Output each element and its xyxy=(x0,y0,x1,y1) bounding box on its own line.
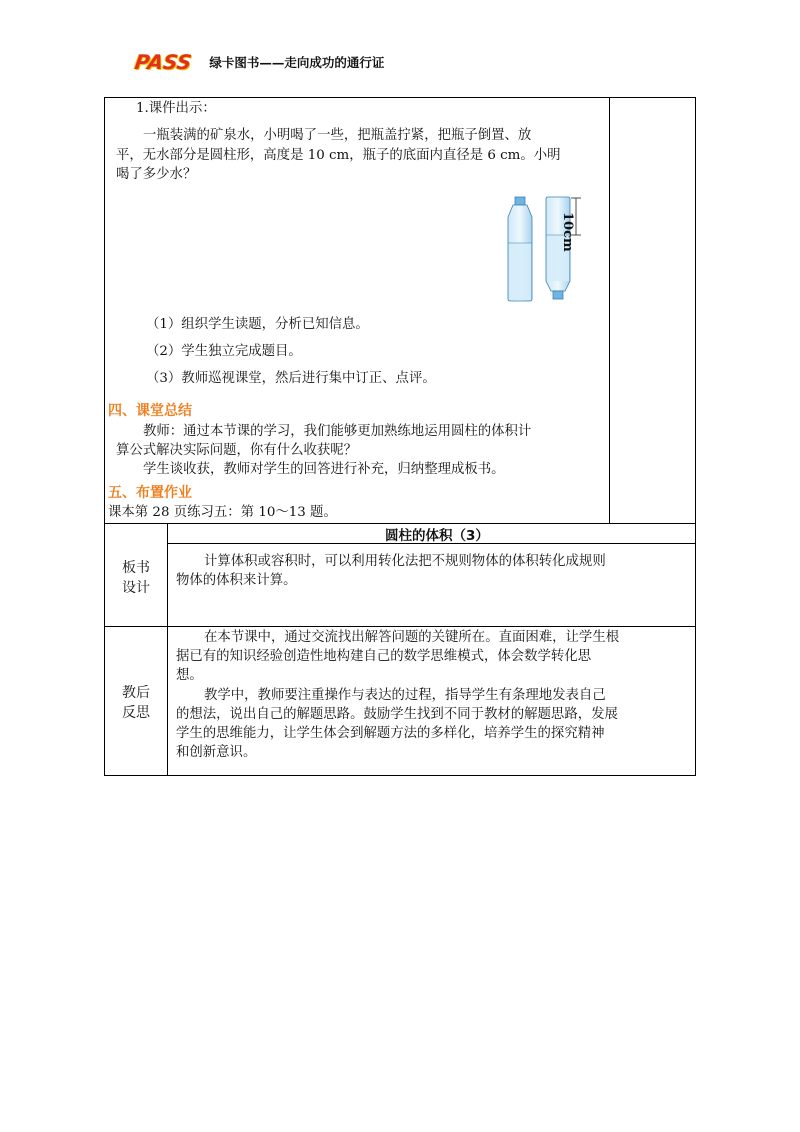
reflection-label-line: 反思 xyxy=(122,705,150,721)
table-divider xyxy=(167,523,168,776)
homework-text: 课本第 28 页练习五：第 10～13 题。 xyxy=(108,505,337,520)
summary-line: 教师：通过本节课的学习，我们能够更加熟练地运用圆柱的体积计 xyxy=(143,424,532,439)
problem-line: 平，无水部分是圆柱形，高度是 10 cm，瓶子的底面内直径是 6 cm。小明 xyxy=(116,148,561,163)
section-5-title: 五、布置作业 xyxy=(108,485,192,501)
board-label-line: 板书 xyxy=(122,560,150,576)
summary-line: 算公式解决实际问题，你有什么收获呢？ xyxy=(116,443,358,458)
board-content: 计算体积或容积时，可以利用转化法把不规则物体的体积转化成规则 xyxy=(204,554,606,569)
reflection-text: 教学中，教师要注重操作与表达的过程，指导学生有条理地发表自己 xyxy=(204,688,606,703)
section-4-title: 四、课堂总结 xyxy=(108,403,192,419)
step-1: （1）组织学生读题，分析已知信息。 xyxy=(146,317,369,332)
reflection-label-line: 教后 xyxy=(122,685,150,701)
board-content: 物体的体积来计算。 xyxy=(176,573,297,588)
step-2: （2）学生独立完成题目。 xyxy=(146,344,302,359)
board-label xyxy=(105,558,167,598)
table-divider xyxy=(609,97,610,524)
bottle-figure xyxy=(505,195,605,305)
step-3: （3）教师巡视课堂，然后进行集中订正、点评。 xyxy=(146,371,436,386)
reflection-label xyxy=(105,683,167,723)
reflection-text: 的想法，说出自己的解题思路。鼓励学生找到不同于教材的解题思路，发展 xyxy=(176,707,618,722)
reflection-text: 据已有的知识经验创造性地构建自己的数学思维模式，体会数学转化思 xyxy=(176,649,592,664)
page-header xyxy=(135,49,384,75)
problem-line: 喝了多少水？ xyxy=(116,167,197,182)
board-label-line: 设计 xyxy=(122,580,150,596)
reflection-text: 学生的思维能力，让学生体会到解题方法的多样化，培养学生的探究精神 xyxy=(176,726,605,741)
item-1: 1.课件出示： xyxy=(136,101,216,116)
summary-line: 学生谈收获，教师对学生的回答进行补充，归纳整理成板书。 xyxy=(143,462,505,477)
table-divider xyxy=(104,626,696,627)
problem-line: 一瓶装满的矿泉水，小明喝了一些，把瓶盖拧紧，把瓶子倒置、放 xyxy=(143,128,532,143)
pass-logo: PASS xyxy=(133,50,194,74)
reflection-text: 和创新意识。 xyxy=(176,745,257,760)
reflection-text: 想。 xyxy=(176,668,203,683)
height-label: 10cm xyxy=(560,212,575,252)
header-slogan: 绿卡图书——走向成功的通行证 xyxy=(209,55,385,70)
reflection-text: 在本节课中，通过交流找出解答问题的关键所在。直面困难，让学生根 xyxy=(204,630,620,645)
board-title: 圆柱的体积（3） xyxy=(385,528,489,544)
